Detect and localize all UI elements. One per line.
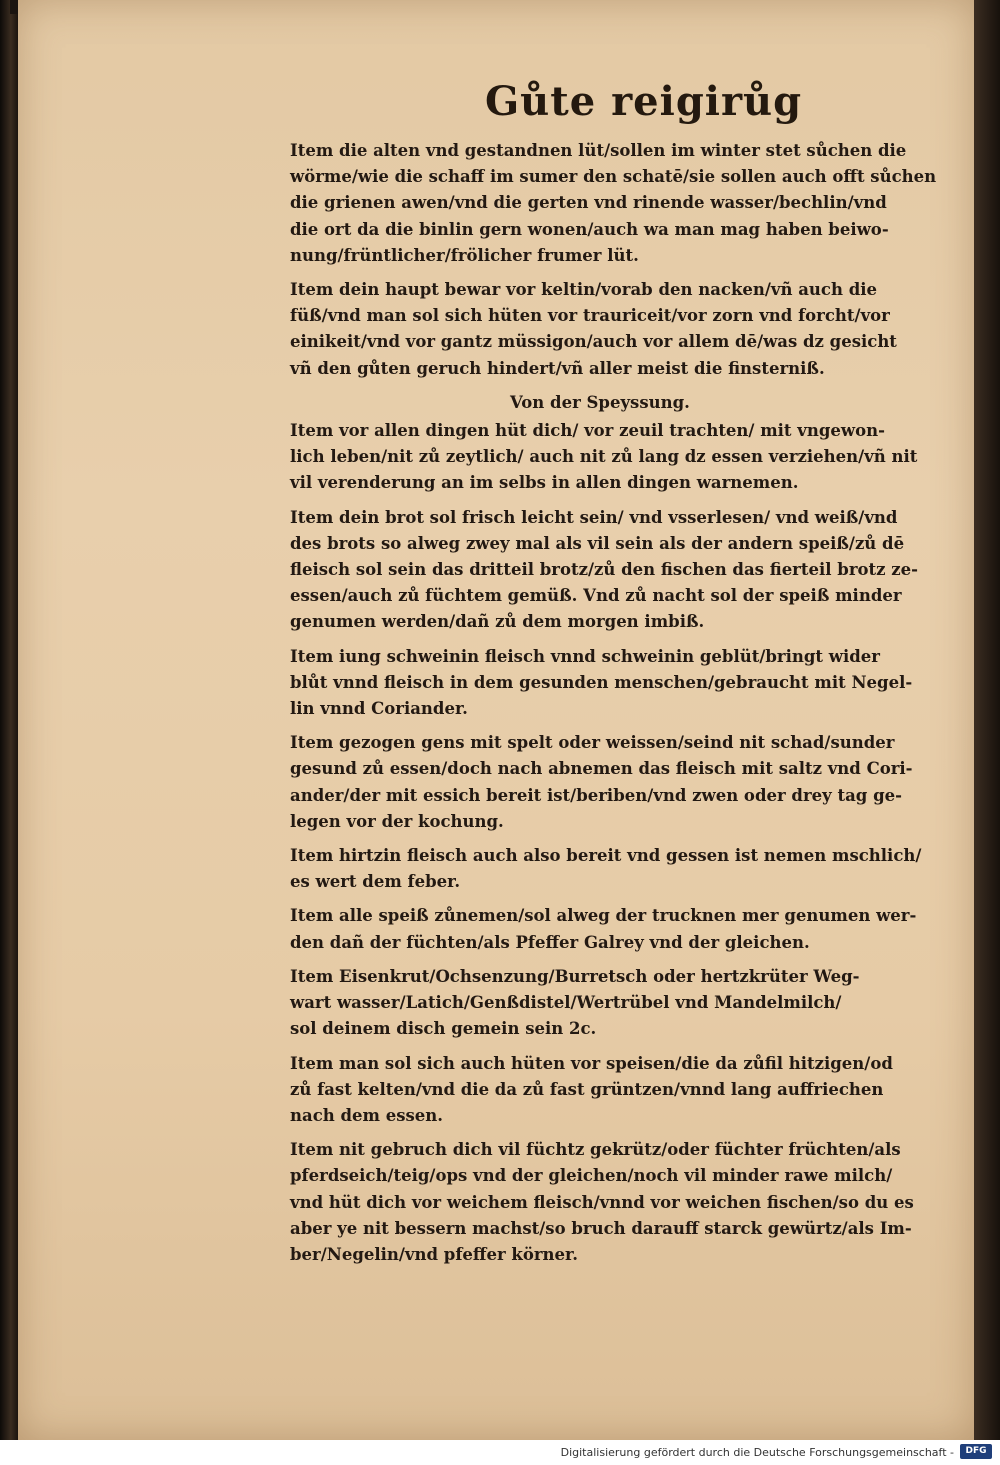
paragraph (290, 1051, 940, 1130)
text-line: Item die alten vnd gestandnen lüt/sollen im winter stet sůchen die (290, 141, 907, 160)
text-line: Item gezogen gens mit spelt oder weissen/seind nit schad/sunder (290, 733, 895, 753)
text-line: sol deinem disch gemein sein 2c. (290, 1019, 597, 1039)
text-line: füß/vnd man sol sich hüten vor trauriceit/vor zorn vnd forcht/vor (290, 306, 890, 326)
text-line: Item alle speiß zůnemen/sol alweg der trucknen mer genumen wer- (290, 906, 917, 926)
text-line: gesund zů essen/doch nach abnemen das fleisch mit saltz vnd Cori- (290, 759, 913, 779)
paragraph (290, 730, 940, 835)
text-line: aber ye nit bessern machst/so bruch darauff starck gewürtz/als Im- (290, 1218, 912, 1238)
paragraph (290, 418, 940, 497)
text-line: den dañ der füchten/als Pfeffer Galrey vnd der gleichen. (290, 932, 810, 952)
text-line: Item dein brot sol frisch leicht sein/ vnd vsserlesen/ vnd weiß/vnd (290, 507, 898, 527)
text-line: nung/früntlicher/frölicher frumer lüt. (290, 245, 639, 265)
text-line: nach dem essen. (290, 1105, 444, 1125)
text-line: zů fast kelten/vnd die da zů fast grüntzen/vnnd lang auffriechen (290, 1079, 884, 1099)
text-line: wart wasser/Latich/Genßdistel/Wertrübel vnd Mandelmilch/ (290, 993, 842, 1013)
text-line: die grienen awen/vnd die gerten vnd rinende wasser/bechlin/vnd (290, 193, 887, 213)
paragraph (290, 277, 940, 382)
text-line: genumen werden/dañ zů dem morgen imbiß. (290, 612, 705, 632)
text-line: des brots so alweg zwey mal als vil sein als der andern speiß/zů dē (290, 533, 905, 553)
text-line: essen/auch zů füchtem gemüß. Vnd zů nacht sol der speiß minder (290, 586, 902, 606)
text-line: Item vor allen dingen hüt dich/ vor zeuil trachten/ mit vngewon- (290, 421, 885, 441)
text-line: ander/der mit essich bereit ist/beriben/vnd zwen oder drey tag ge- (290, 785, 902, 805)
running-head: Gůte reigirůg (485, 78, 803, 125)
paragraph (290, 964, 940, 1043)
text-line: fleisch sol sein das dritteil brotz/zů den fischen das fierteil brotz ze- (290, 560, 918, 580)
text-line: Item iung schweinin fleisch vnnd schweinin geblüt/bringt wider (290, 646, 880, 666)
page-edge (974, 0, 1000, 1440)
text-line: einikeit/vnd vor gantz müssigon/auch vor allem dē/was dz gesicht (290, 332, 897, 352)
text-line: wörme/wie die schaff im sumer den schatē/sie sollen auch offt sůchen (290, 167, 937, 187)
text-line: lich leben/nit zů zeytlich/ auch nit zů lang dz essen verziehen/vñ nit (290, 447, 918, 467)
text-line: ber/Negelin/vnd pfeffer körner. (290, 1244, 578, 1264)
text-line: vnd hüt dich vor weichem fleisch/vnnd vor weichen fischen/so du es (290, 1192, 914, 1212)
text-line: Item man sol sich auch hüten vor speisen/die da zůfil hitzigen/od (290, 1053, 893, 1073)
section-heading: Von der Speyssung. (510, 392, 690, 412)
paragraph (290, 644, 940, 723)
text-line: pferdseich/teig/ops vnd der gleichen/noch vil minder rawe milch/ (290, 1166, 893, 1186)
paragraph (290, 843, 940, 895)
text-line: Item nit gebruch dich vil füchtz gekrütz/oder füchter früchten/als (290, 1140, 901, 1160)
text-line: legen vor der kochung. (290, 811, 504, 831)
text-line: lin vnnd Coriander. (290, 699, 468, 719)
book-spine (0, 0, 18, 1440)
paragraph (290, 138, 940, 269)
text-line: blůt vnnd fleisch in dem gesunden menschen/gebraucht mit Negel- (290, 672, 913, 692)
dfg-logo: DFG (960, 1444, 992, 1459)
paragraph (290, 1137, 940, 1268)
text-line: die ort da die binlin gern wonen/auch wa man mag haben beiwo- (290, 219, 889, 239)
text-line: Item hirtzin fleisch auch also bereit vnd gessen ist nemen mschlich/ (290, 846, 922, 866)
paragraph (290, 505, 940, 636)
footer-bar (0, 1440, 1000, 1465)
text-line: Item dein haupt bewar vor keltin/vorab den nacken/vñ auch die (290, 280, 878, 300)
funding-credit: Digitalisierung gefördert durch die Deutsche Forschungsgemeinschaft - (560, 1446, 954, 1459)
text-line: Item Eisenkrut/Ochsenzung/Burretsch oder hertzkrüter Weg- (290, 966, 860, 986)
body-text (290, 138, 940, 1276)
text-line: es wert dem feber. (290, 872, 461, 892)
paragraph (290, 903, 940, 955)
text-line: vñ den gůten geruch hindert/vñ aller meist die finsterniß. (290, 358, 825, 378)
text-line: vil verenderung an im selbs in allen dingen warnemen. (290, 473, 799, 493)
